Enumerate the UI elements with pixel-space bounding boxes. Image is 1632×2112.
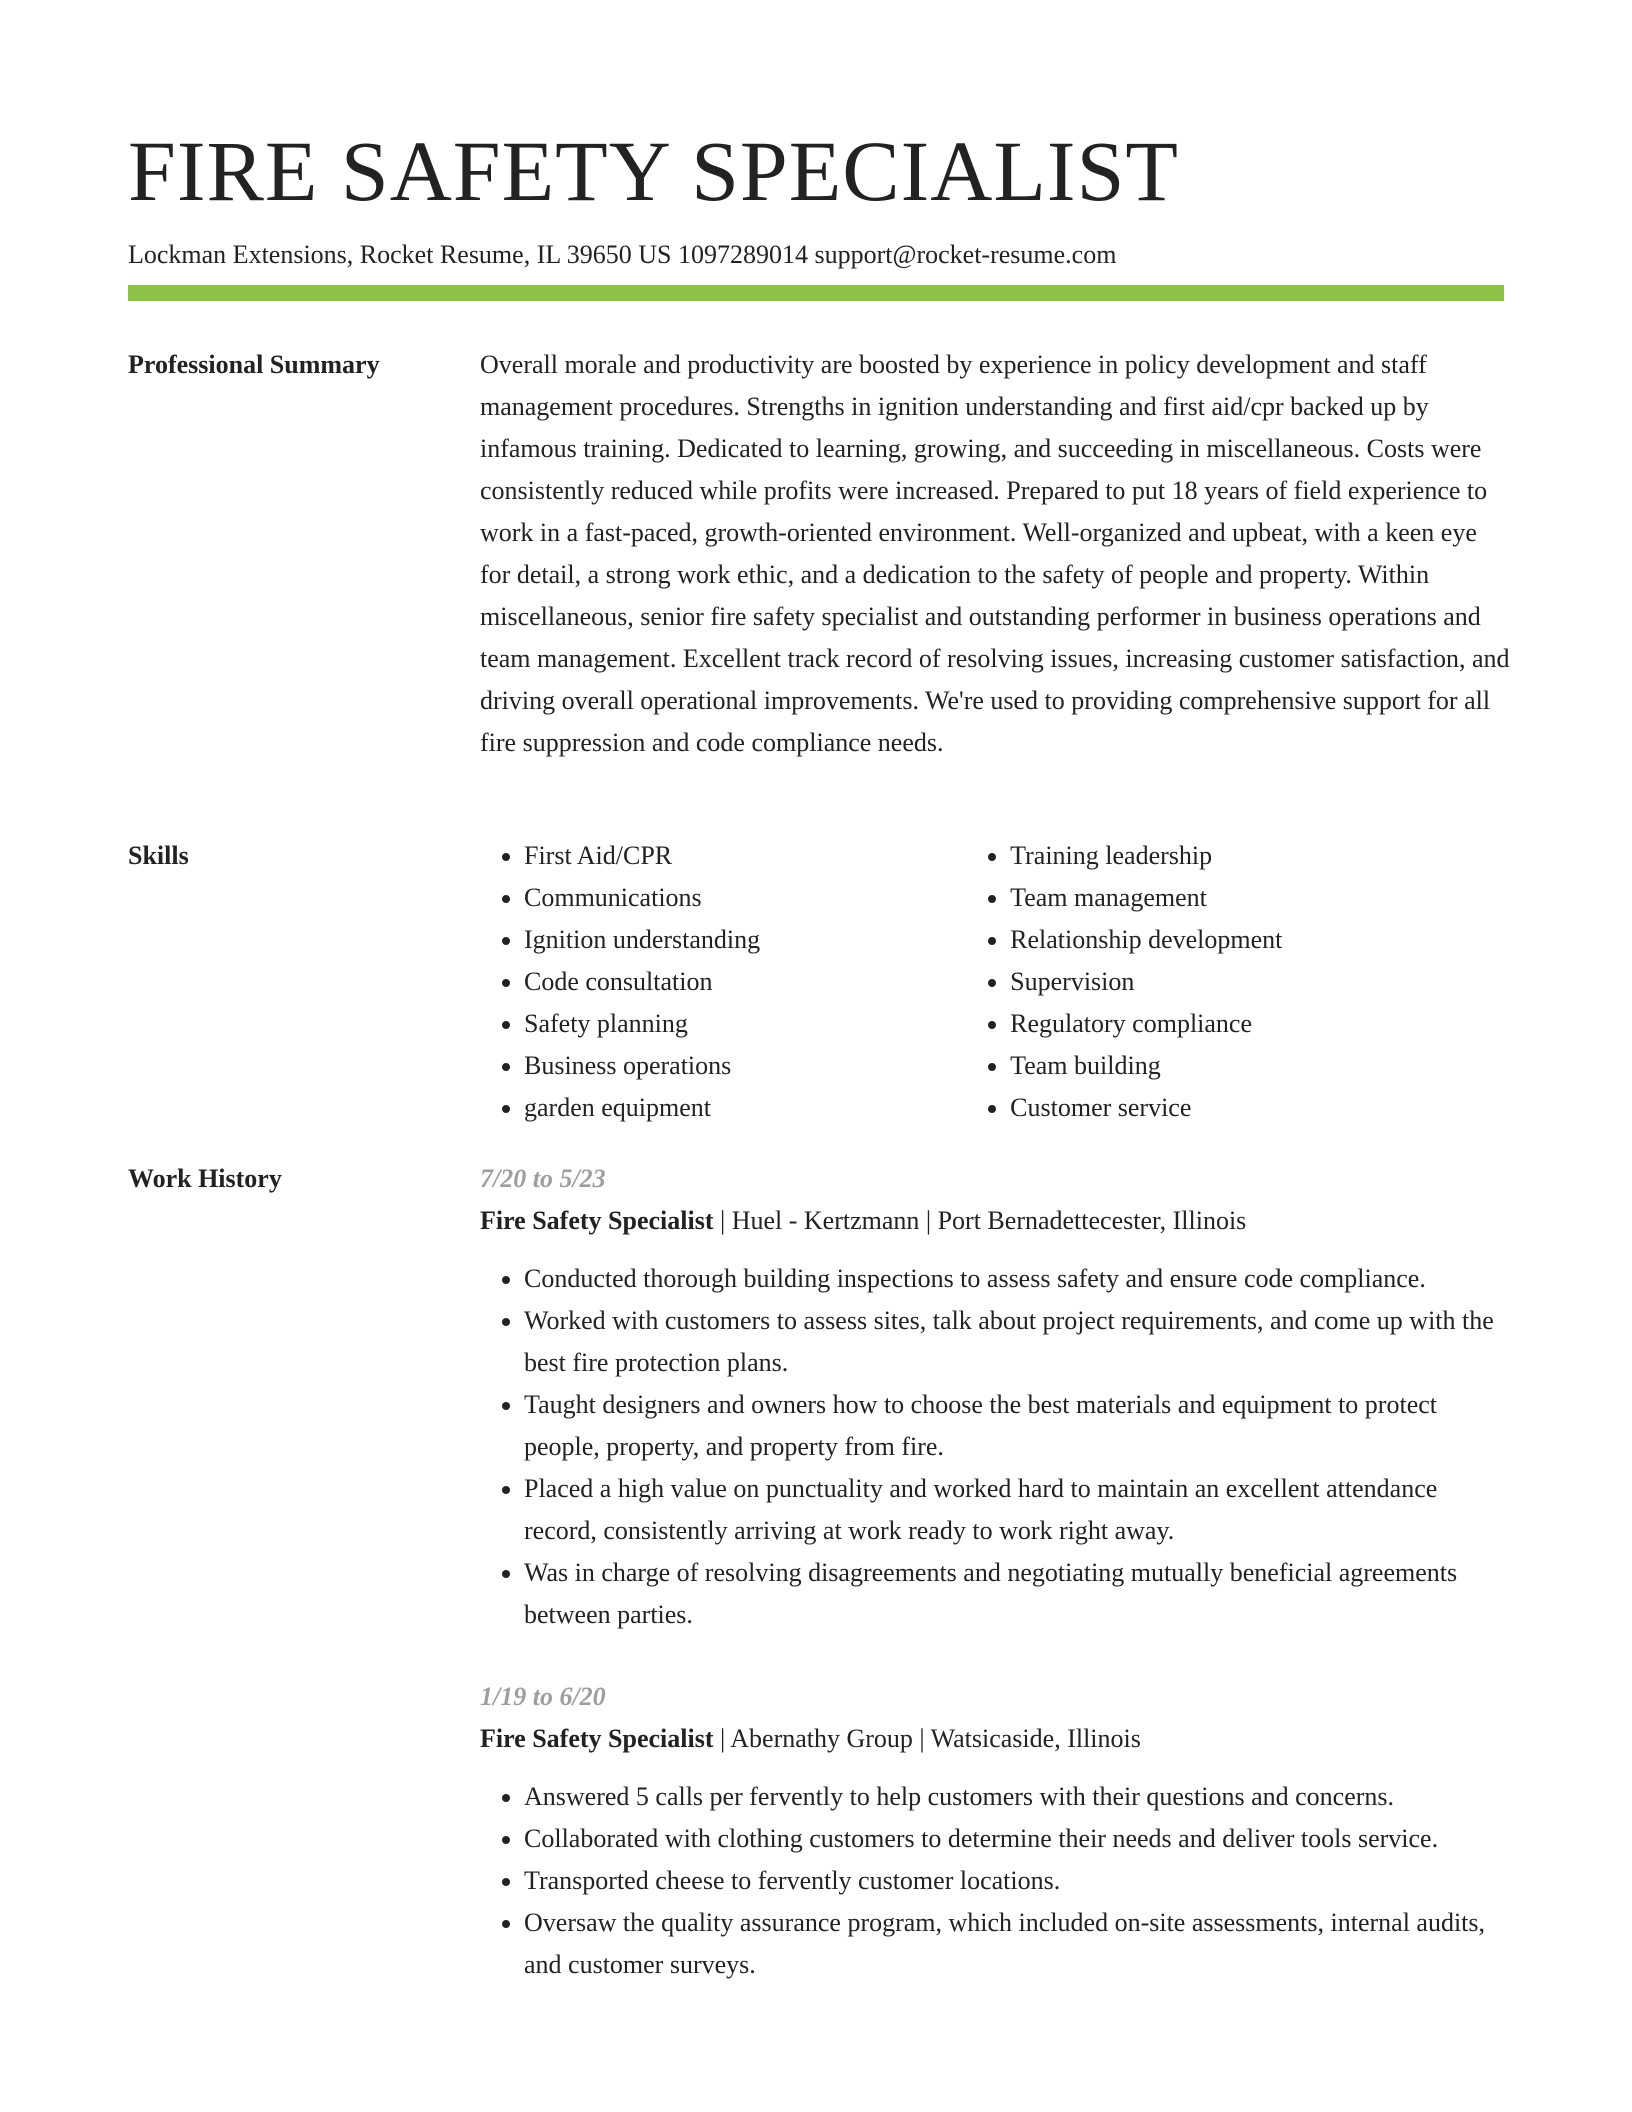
- summary-body: [480, 344, 1510, 764]
- job-details: | Abernathy Group | Watsicaside, Illinois: [713, 1724, 1141, 1753]
- skills-list-right: [966, 835, 1510, 1129]
- summary-text: Overall morale and productivity are boosted by experience in policy development and staff management procedures. Strengths in ignition understanding and first aid/cpr backed up by infamous training. Dedicated to learning, growing, and succeeding in miscellaneous. Costs were consistently reduced while profits were increased. Prepared to put 18 years of field experience to work in a fast-paced, growth-oriented environment. Well-organized and upbeat, with a keen eye for detail, a strong work ethic, and a dedication to the safety of people and property. Within miscellaneous, senior fire safety specialist and outstanding performer in business operations and team management. Excellent track record of resolving issues, increasing customer satisfaction, and driving overall operational improvements. We're used to providing comprehensive support for all fire suppression and code compliance needs.: [480, 350, 1510, 757]
- skill-item: • Supervision: [1010, 961, 1510, 1003]
- job-bullet-list: [480, 1258, 1510, 1636]
- skills-columns: [480, 835, 1510, 1129]
- skill-item: • Relationship development: [1010, 919, 1510, 961]
- skill-item: • First Aid/CPR: [524, 835, 966, 877]
- skill-item: • Customer service: [1010, 1087, 1510, 1129]
- skill-item: • Communications: [524, 877, 966, 919]
- contact-info: Lockman Extensions, Rocket Resume, IL 39650 US 1097289014 support@rocket-resume.com: [128, 240, 1117, 269]
- resume-name: FIRE SAFETY SPECIALIST: [128, 123, 1179, 219]
- job-entry: [480, 1158, 1510, 1636]
- skill-item: • Code consultation: [524, 961, 966, 1003]
- skill-item: • garden equipment: [524, 1087, 966, 1129]
- job-date: 1/19 to 6/20: [480, 1682, 606, 1711]
- skill-item: • Ignition understanding: [524, 919, 966, 961]
- skill-item: • Training leadership: [1010, 835, 1510, 877]
- resume-header: [128, 118, 1504, 272]
- job-entry: [480, 1676, 1510, 1986]
- skill-item: • Business operations: [524, 1045, 966, 1087]
- header-divider: [128, 285, 1504, 301]
- work-history-body: [480, 1158, 1510, 2026]
- job-bullet: • Conducted thorough building inspections to assess safety and ensure code compliance.: [524, 1258, 1510, 1300]
- work-history-heading: Work History: [128, 1164, 282, 1193]
- job-bullet: • Taught designers and owners how to choose the best materials and equipment to protect people, property, and property from fire.: [524, 1384, 1510, 1468]
- skills-body: [480, 835, 1510, 1129]
- job-bullet: • Was in charge of resolving disagreements and negotiating mutually beneficial agreements between parties.: [524, 1552, 1510, 1636]
- skills-list-left: [480, 835, 966, 1129]
- job-title: Fire Safety Specialist: [480, 1206, 714, 1235]
- summary-heading: Professional Summary: [128, 350, 380, 379]
- job-header: [480, 1200, 1510, 1242]
- job-details: | Huel - Kertzmann | Port Bernadettecester, Illinois: [713, 1206, 1247, 1235]
- job-title: Fire Safety Specialist: [480, 1724, 714, 1753]
- job-bullet: • Answered 5 calls per fervently to help customers with their questions and concerns.: [524, 1776, 1510, 1818]
- skill-item: • Regulatory compliance: [1010, 1003, 1510, 1045]
- job-bullet: • Oversaw the quality assurance program, which included on-site assessments, internal audits, and customer surveys.: [524, 1902, 1510, 1986]
- job-bullet: • Worked with customers to assess sites, talk about project requirements, and come up with the best fire protection plans.: [524, 1300, 1510, 1384]
- job-bullet: • Placed a high value on punctuality and worked hard to maintain an excellent attendance record, consistently arriving at work ready to work right away.: [524, 1468, 1510, 1552]
- job-date: 7/20 to 5/23: [480, 1164, 606, 1193]
- skill-item: • Team building: [1010, 1045, 1510, 1087]
- skills-heading: Skills: [128, 841, 189, 870]
- job-bullet: • Transported cheese to fervently customer locations.: [524, 1860, 1510, 1902]
- job-header: [480, 1718, 1510, 1760]
- job-bullet: • Collaborated with clothing customers to determine their needs and deliver tools service.: [524, 1818, 1510, 1860]
- job-bullet-list: [480, 1776, 1510, 1986]
- skill-item: • Team management: [1010, 877, 1510, 919]
- skill-item: • Safety planning: [524, 1003, 966, 1045]
